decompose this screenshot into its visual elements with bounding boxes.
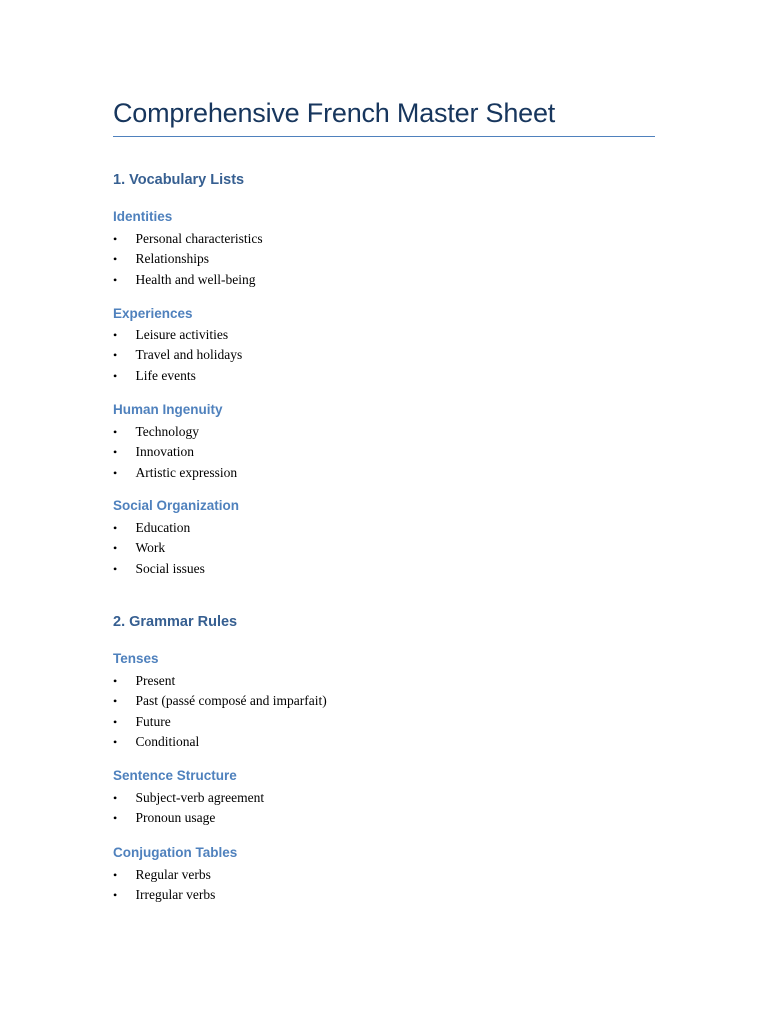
bullet-icon: •	[113, 694, 118, 709]
list-item-text: Innovation	[135, 444, 194, 460]
bullet-icon: •	[113, 425, 118, 439]
list-item	[113, 463, 237, 483]
bullet-icon: •	[113, 561, 118, 576]
list-item	[113, 249, 263, 269]
bullet-list-sentence-structure	[113, 788, 264, 829]
bullet-list-social-organization	[113, 518, 205, 579]
list-item-text: Life events	[135, 367, 196, 383]
list-item	[113, 518, 205, 538]
list-item-text: Pronoun usage	[135, 810, 216, 826]
bullet-icon: •	[113, 445, 118, 460]
bullet-icon: •	[113, 868, 118, 882]
list-item	[113, 538, 205, 558]
title-underline	[113, 136, 655, 137]
list-item	[113, 229, 263, 249]
bullet-icon: •	[113, 252, 118, 267]
list-item-text: Subject-verb agreement	[135, 790, 265, 805]
list-item	[113, 345, 242, 365]
subsection-heading-social-organization: Social Organization	[113, 498, 240, 513]
bullet-icon: •	[113, 541, 118, 556]
section-heading-vocabulary-lists: 1. Vocabulary Lists	[113, 172, 245, 188]
bullet-icon: •	[113, 272, 118, 287]
list-item-text: Technology	[135, 424, 200, 439]
subsection-heading-experiences: Experiences	[113, 306, 193, 321]
bullet-icon: •	[113, 465, 118, 480]
list-item	[113, 691, 327, 711]
list-item-text: Social issues	[135, 560, 205, 576]
list-item-text: Leisure activities	[135, 327, 229, 342]
bullet-icon: •	[113, 811, 118, 826]
bullet-icon: •	[113, 714, 118, 729]
list-item-text: Future	[135, 713, 171, 729]
list-item-text: Present	[135, 673, 176, 688]
bullet-icon: •	[113, 674, 118, 688]
list-item	[113, 712, 327, 732]
list-item-text: Artistic expression	[135, 464, 238, 480]
bullet-list-tenses	[113, 671, 327, 752]
subsection-heading-tenses: Tenses	[113, 651, 159, 666]
list-item	[113, 559, 205, 579]
list-item	[113, 732, 327, 752]
list-item-text: Personal characteristics	[135, 231, 263, 246]
bullet-icon: •	[113, 348, 118, 363]
list-item	[113, 671, 327, 691]
list-item-text: Relationships	[135, 251, 209, 267]
bullet-icon: •	[113, 368, 118, 383]
list-item-text: Conditional	[135, 733, 200, 749]
bullet-list-conjugation-tables	[113, 865, 215, 906]
list-item	[113, 808, 264, 828]
bullet-list-human-ingenuity	[113, 422, 237, 483]
subsection-heading-identities: Identities	[113, 209, 173, 224]
list-item	[113, 270, 263, 290]
list-item-text: Health and well-being	[135, 271, 256, 287]
bullet-icon: •	[113, 232, 118, 246]
list-item	[113, 885, 215, 905]
bullet-icon: •	[113, 521, 118, 535]
list-item	[113, 422, 237, 442]
list-item-text: Education	[135, 520, 191, 535]
list-item-text: Past (passé composé and imparfait)	[135, 693, 327, 709]
list-item	[113, 442, 237, 462]
bullet-icon: •	[113, 888, 118, 903]
list-item-text: Travel and holidays	[135, 347, 243, 363]
subsection-heading-sentence-structure: Sentence Structure	[113, 768, 237, 783]
list-item	[113, 366, 242, 386]
list-item	[113, 788, 264, 808]
bullet-icon: •	[113, 734, 118, 749]
subsection-heading-human-ingenuity: Human Ingenuity	[113, 402, 223, 417]
section-heading-grammar-rules: 2. Grammar Rules	[113, 614, 238, 630]
bullet-list-experiences	[113, 325, 242, 386]
list-item-text: Work	[135, 540, 166, 556]
bullet-icon: •	[113, 791, 118, 805]
bullet-list-identities	[113, 229, 263, 290]
list-item-text: Irregular verbs	[135, 887, 216, 903]
list-item	[113, 865, 215, 885]
document-title: Comprehensive French Master Sheet	[113, 98, 556, 128]
bullet-icon: •	[113, 328, 118, 342]
list-item	[113, 325, 242, 345]
list-item-text: Regular verbs	[135, 867, 211, 882]
subsection-heading-conjugation-tables: Conjugation Tables	[113, 845, 238, 860]
